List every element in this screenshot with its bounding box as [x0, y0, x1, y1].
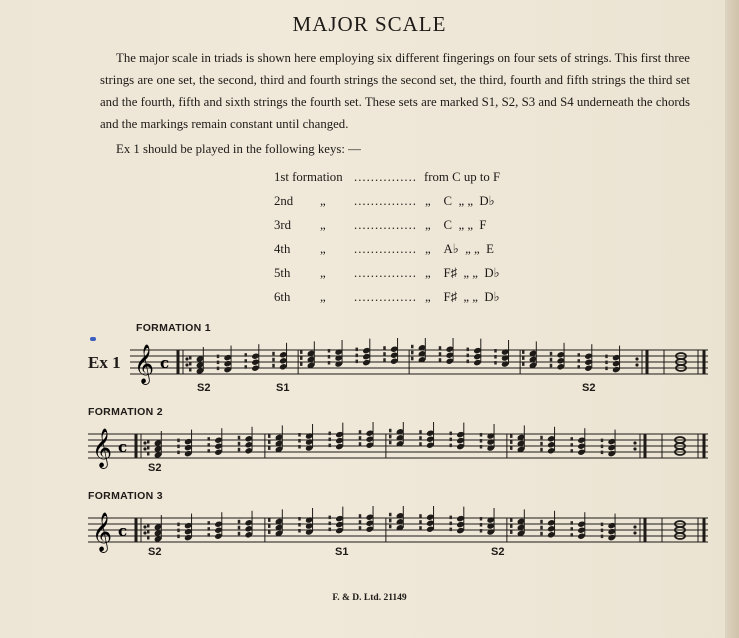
- formation-2-staff: [88, 422, 710, 472]
- key-from-ditto: „: [425, 194, 431, 208]
- key-ordinal: 3rd: [274, 218, 292, 232]
- key-range: [425, 218, 487, 233]
- key-from-ditto: „: [425, 266, 431, 280]
- page-footer: F. & D. Ltd. 21149: [332, 593, 407, 603]
- chord: [238, 427, 253, 455]
- page-edge: [725, 0, 739, 638]
- string-set-marker: S2: [491, 546, 505, 558]
- key-ordinal: 5th: [274, 266, 291, 280]
- key-to-key: E: [486, 242, 494, 256]
- key-rest: „ „: [458, 194, 473, 208]
- repeat-dot: [633, 441, 636, 444]
- key-from-key: A♭: [443, 242, 459, 256]
- repeat-dot: [143, 525, 146, 528]
- chord: [439, 338, 454, 365]
- chord: [522, 341, 537, 369]
- key-range: [425, 242, 494, 257]
- key-from-text: from C: [424, 170, 461, 184]
- chord: [540, 511, 555, 539]
- key-rest: „ „: [463, 290, 478, 304]
- page-title: MAJOR SCALE: [292, 12, 447, 36]
- key-dots: ...............: [354, 218, 417, 232]
- treble-clef-icon: 𝄞: [134, 344, 155, 384]
- string-set-marker: S2: [197, 382, 211, 394]
- key-from-key: F♯: [443, 290, 457, 304]
- chord: [480, 508, 495, 536]
- string-set-marker: S1: [276, 382, 290, 394]
- chord: [419, 506, 434, 533]
- string-set-marker: S1: [335, 546, 349, 558]
- common-time-icon: c: [118, 438, 128, 456]
- key-ditto: „: [320, 218, 326, 232]
- chord: [147, 515, 162, 543]
- key-dots: ...............: [354, 242, 417, 256]
- key-row: [274, 218, 574, 242]
- common-time-icon: c: [160, 354, 170, 372]
- key-ordinal: 2nd: [274, 194, 294, 208]
- key-row: [274, 170, 574, 194]
- key-to-key: F: [479, 218, 487, 232]
- ink-mark: [90, 337, 96, 341]
- common-time-icon: c: [118, 522, 128, 540]
- chord: [298, 424, 313, 452]
- chord: [268, 509, 283, 537]
- key-from-key: C: [443, 218, 453, 232]
- key-row: [274, 194, 574, 218]
- key-from-ditto: „: [425, 218, 431, 232]
- key-ditto: „: [320, 290, 326, 304]
- repeat-dot: [185, 357, 188, 360]
- key-to-key: D♭: [479, 194, 495, 208]
- repeat-dot: [635, 363, 638, 366]
- key-ordinal: 1st formation: [274, 170, 343, 184]
- string-set-marker: S2: [148, 462, 162, 474]
- key-rest: „ „: [465, 242, 480, 256]
- chord: [494, 340, 509, 368]
- key-from: [424, 170, 500, 185]
- intro-text: The major scale in triads is shown here employing six different fingerings on four sets of strings. This first three strings are one set, the second, third and fourth strings the second set, the third, fourth and fifth strings the third set and the fourth, fifth and sixth strings the fourth set. These sets are marked S1, S2, S3 and S4 underneath the chords and the markings remain constant until changed.: [100, 51, 690, 131]
- string-set-marker: S2: [582, 382, 596, 394]
- repeat-dot: [185, 363, 188, 366]
- repeat-dot: [143, 531, 146, 534]
- key-dots: ...............: [354, 194, 417, 208]
- formation-1-staff: [130, 338, 710, 388]
- repeat-dot: [633, 525, 636, 528]
- key-row: [274, 266, 574, 290]
- chord: [550, 343, 565, 371]
- key-dots: ...............: [354, 170, 417, 184]
- formation-1-label: FORMATION 1: [136, 322, 211, 334]
- key-row: [274, 242, 574, 266]
- key-rest: „ „: [458, 218, 473, 232]
- key-ordinal: 6th: [274, 290, 291, 304]
- chord: [359, 506, 374, 533]
- chord: [359, 422, 374, 449]
- repeat-dot: [633, 447, 636, 450]
- intro-paragraph: [100, 47, 690, 135]
- example-instruction: Ex 1 should be played in the following keys: —: [116, 142, 361, 156]
- formation-3-label: FORMATION 3: [88, 490, 163, 502]
- chord: [419, 422, 434, 449]
- key-up-to: up to F: [463, 170, 501, 184]
- chord: [328, 340, 343, 368]
- example-label: Ex 1: [88, 353, 121, 372]
- key-to-key: D♭: [484, 290, 500, 304]
- key-dots: ...............: [354, 290, 417, 304]
- key-ditto: „: [320, 266, 326, 280]
- chord: [540, 427, 555, 455]
- key-range: [425, 266, 500, 281]
- repeat-dot: [143, 441, 146, 444]
- key-range: [425, 194, 495, 209]
- string-set-marker: S2: [148, 546, 162, 558]
- repeat-dot: [635, 357, 638, 360]
- chord: [411, 338, 426, 363]
- chord: [300, 341, 315, 369]
- chord: [480, 424, 495, 452]
- key-ditto: „: [320, 242, 326, 256]
- chord: [389, 422, 404, 447]
- chord: [238, 511, 253, 539]
- key-from-key: F♯: [443, 266, 457, 280]
- repeat-dot: [633, 531, 636, 534]
- key-dots: ...............: [354, 266, 417, 280]
- chord: [268, 425, 283, 453]
- key-ordinal: 4th: [274, 242, 291, 256]
- chord: [272, 343, 287, 371]
- treble-clef-icon: 𝄞: [92, 428, 113, 468]
- chord: [383, 338, 398, 365]
- formation-3-staff: [88, 506, 710, 556]
- chord: [389, 506, 404, 531]
- key-row: [274, 290, 574, 314]
- chord: [147, 431, 162, 459]
- key-range: [425, 290, 500, 305]
- key-ditto: „: [320, 194, 326, 208]
- key-to-key: D♭: [484, 266, 500, 280]
- key-from-ditto: „: [425, 242, 431, 256]
- chord: [510, 425, 525, 453]
- formation-2-label: FORMATION 2: [88, 406, 163, 418]
- treble-clef-icon: 𝄞: [92, 512, 113, 552]
- chord: [510, 509, 525, 537]
- chord: [298, 508, 313, 536]
- key-table: [274, 170, 574, 314]
- repeat-dot: [143, 447, 146, 450]
- key-from-ditto: „: [425, 290, 431, 304]
- key-rest: „ „: [463, 266, 478, 280]
- key-from-key: C: [443, 194, 453, 208]
- chord: [189, 347, 204, 375]
